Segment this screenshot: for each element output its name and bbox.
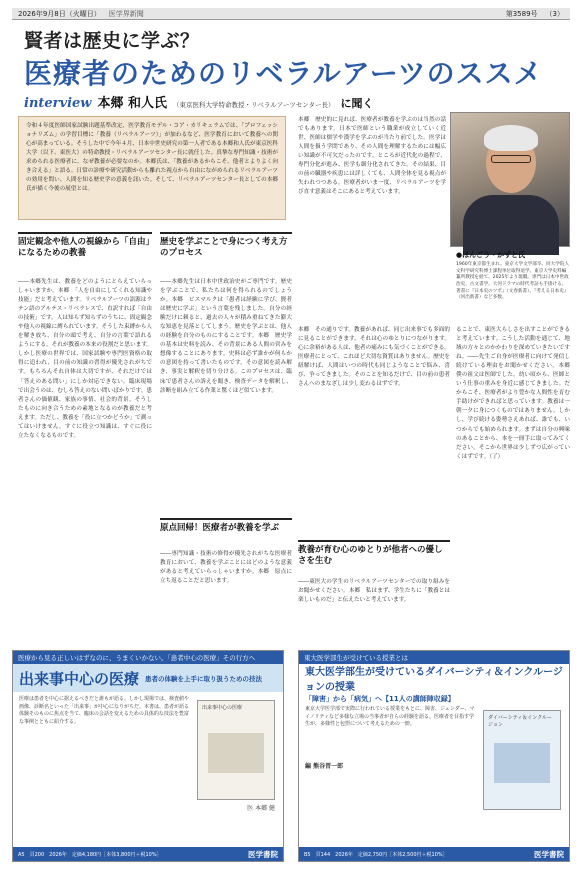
ad-description: 東京大学医学部で実際に行われている授業をもとに、障害、ジェンダー、マイノリティなど多様な立場の当事者が自らの経験を語る。医療者を目指す学生が、多様性と包摂について考えるための一冊。	[305, 706, 475, 727]
lead-paragraph: 令和４年度医師国家試験出題基準改定、医学教育モデル・コア・カリキュラムでは、「プロフェッショナリズム」の学習目標に「教養（リベラルアーツ）」が加わるなど、医学教育において教養への関心が高まっている。そうした中で今年４月、日本中世史研究の第一人者である本郷和人氏が東京医科大学（以下、東医大）の特命教授・リベラルアーツセンター長に就任した。真摯な専門知識・技術が求められる医療者に、なぜ教養が必要なのか。本郷氏は、「教養があるからこそ、他者とよりよく向き合える」と語る。日常の診療や研究活動からも離れた視点から自由にながめられるリベラルアーツの効用を問い、人間を知る歴史学の意義を訊いた。そして、リベラルアーツセンター長としての本郷氏が描く今後の展望とは。	[18, 116, 286, 220]
ad-price: A5 頁200 2026年 定価4,180円［本体3,800円＋税10%］	[18, 851, 162, 858]
article-column: ることで、東医大らしさを出すことができると考えています。こうした活動を通じて、地域の方々とのかかわりを深めていきたいですね。――先生ご自身が医療者に向けて発信し続けている理由をお聞かせください。本郷 僕の祖父は医師でした。幼い頃から、医師という仕事の重みを身近に感じてきました。だからこそ、医療者がより豊かな人間性を育む手助けができればと思っています。教養は一朝一夕に身につくものではありません。しかし、学び続ける姿勢さえあれば、誰でも、いつからでも始められます。まずは自分の興味のあることから、本を一冊手に取ってみてください。そこから世界は少しずつ広がっていくはずです。（了）	[456, 327, 576, 460]
section-heading: 歴史を学ぶことで身につく考え方のプロセス	[160, 232, 292, 260]
article-column: ――東医大の学生のリベラルアーツセンターでの取り組みをお聞かせください。本郷 私はまず、学生たちに「教養とは楽しいものだ」と伝えたいと考えています。	[298, 579, 450, 604]
ad-title-band	[299, 664, 569, 702]
ad-footer	[13, 847, 283, 861]
bio-text: 1960年東京都生まれ。東京大学文学部卒。同大学院人文科学研究科博士課程単位取得退学。東京大学史料編纂所教授を経て、2025年より現職。専門は日本中世政治史、古文書学。大河ドラマの時代考証も手掛ける。著書に『日本史のツボ』（文春新書）、『考える日本史』（河出新書）など多数。	[456, 262, 570, 301]
book-cover-title: ダイバーシティ＆インクルージョン	[488, 715, 553, 728]
book-ad-right[interactable]	[298, 650, 570, 862]
article-column: ――本郷先生は、教養をどのようにとらえていらっしゃいますか。本郷 「人を自由にしてくれる知識や技能」だと考えています。リベラルアーツの語源はラテン語のアルテス・リベラレスで、直訳すれば「自由の技術」です。人は知らず知らずのうちに、固定観念や他人の視線に縛られています。そうした束縛から人を解き放ち、自分の頭で考え、自分の言葉で語れるようにする。それが教養の本来の役割だと思います。しかし医療の世界では、国家試験や専門医資格の取得に追われ、目の前の知識の習得が優先されがちです。もちろんそれ自体は大切ですが、それだけでは「答えのある問い」にしか対応できない。臨床現場で出会うのは、むしろ答えのない問いばかりです。患者さんの価値観、家族の事情、社会的背景。そうしたものに向き合うための素地となるのが教養だと考えます。ただし、教養を「役に立つかどうか」で測ってはいけません。すぐに役立つ知識は、すぐに役に立たなくなるものです。	[18, 279, 152, 439]
ad-title: 出来事中心の医療	[19, 669, 140, 688]
interviewee-photo	[450, 112, 570, 247]
bio-name: ●ほんごう・かずと氏	[456, 251, 526, 259]
article-column: 本郷 その通りです。教養があれば、同じ出来事でも多面的に見ることができます。それは心のゆとりにつながります。心に余裕がある人は、他者の痛みにも気づくことができる。医療者にとって、これほど大切な資質はありません。歴史を紐解けば、人間はいつの時代も同じようなことで悩み、喜び、争ってきました。そのことを知るだけで、目の前の患者さんへのまなざしは少し変わるはずです。	[298, 327, 450, 388]
book-cover-image	[494, 743, 550, 783]
ad-footer	[299, 847, 569, 861]
issue-date: 2026年9月8日（火曜日）	[18, 9, 101, 18]
section-heading: 教養が育む心のゆとりが他者への優しさを生む	[298, 540, 450, 568]
book-ad-left[interactable]	[12, 650, 284, 862]
book-cover	[197, 700, 275, 800]
ad-body	[13, 692, 283, 840]
ad-author: 編 熊谷晋一郎	[305, 763, 344, 770]
ad-description: 医療は患者を中心に据えるべきだと誰もが語る。しかし現場では、検査値や画像、診断名といった「出来事」が中心になりがちだ。本書は、患者が語る体験そのものに焦点を当て、臨床の会話を変えるための具体的な技法を豊富な事例とともに紹介する。	[19, 696, 190, 725]
ad-bar: 医療から見る正しいはずなのに、うまくいかない。「患者中心の医療」その行方へ	[13, 651, 283, 664]
book-cover-image	[208, 733, 264, 773]
section-heading: 原点回帰！医療者が教養を学ぶ	[160, 518, 292, 534]
interview-label: interview	[24, 96, 92, 111]
section-heading: 固定観念や他人の視線から「自由」になるための教養	[18, 232, 152, 260]
book-cover-title: 出来事中心の医療	[202, 705, 243, 711]
ad-title: 東大医学部生が受けているダイバーシティ＆インクルージョンの授業	[305, 666, 563, 693]
page-header-bar	[12, 8, 570, 20]
article-column: ――本郷先生は日本中世政治史がご専門です。歴史を学ぶことで、私たちは何を得られるのでしょうか。本郷 ビスマルクは「愚者は経験に学び、賢者は歴史に学ぶ」という言葉を残しました。自分の経験だけに頼ると、過去の人々が積み重ねてきた膨大な知恵を見落としてしまう。歴史を学ぶとは、他人の経験を自分のものにすることです。本郷 歴史学の基本は史料を読み、その背景にある人間の営みを想像することにあります。史料は必ず誰かが何らかの意図を持って書いたものです。その意図を読み解き、事実と解釈を切り分ける。このプロセスは、臨床で患者さんの訴えを聞き、検査データを解釈し、診断を組み立てる作業と驚くほど似ています。	[160, 279, 292, 394]
book-cover	[483, 710, 561, 810]
ad-author: 医 本郷 健	[247, 805, 275, 812]
publisher-logo: 医学書院	[248, 849, 278, 859]
article-column: 本郷 歴史的に見れば、医療者が教養を学ぶのは当然の話でもあります。日本で医師という職業が成立していく近世、医師は儒学や漢学を学ぶのが当たり前でした。医学は人間を扱う学問であり、その人間を理解するためには幅広い知識が不可欠だったのです。ところが近代化の過程で、専門分化が進み、医学も細分化されてきた。その結果、目の前の臓器や疾患には詳しくても、人間全体を見る視点が失われつつある。医療者がいま一度、リベラルアーツを学び直す意義はそこにあると考えています。	[298, 117, 446, 196]
article-title: 医療者のためのリベラルアーツのススメ	[24, 57, 543, 90]
ad-subtitle: 「障害」から「病気」へ【11人の講師陣収録】	[305, 694, 455, 703]
issue-number: 第3589号	[505, 9, 538, 18]
interview-byline	[24, 92, 373, 111]
page-number: （3）	[545, 9, 564, 18]
publisher-logo: 医学書院	[534, 849, 564, 859]
interview-ask: に聞く	[340, 97, 374, 110]
ad-bar: 東大医学部生が受けている授業とは	[299, 651, 569, 664]
ad-price: B5 頁144 2026年 定価2,750円［本体2,500円＋税10%］	[304, 851, 448, 858]
article-supertitle: 賢者は歴史に学ぶ？	[24, 30, 200, 52]
ad-subtitle: 患者の体験を上手に取り扱うための技法	[145, 674, 263, 683]
ad-title-band	[13, 664, 283, 692]
article-title-area	[12, 22, 570, 114]
paper-name: 医学界新聞	[108, 9, 144, 18]
ad-body	[299, 702, 569, 840]
interviewee-affiliation: （東京医科大学特命教授・リベラルアーツセンター長）	[173, 101, 335, 109]
article-column: ――専門知識・技術の修得が優先されがちな医療者教育において、教養を学ぶことにはどのような意義があると考えていらっしゃいますか。本郷 原点に立ち返ることだと思います。	[160, 551, 292, 585]
interviewee-name: 本郷 和人氏	[97, 96, 168, 111]
